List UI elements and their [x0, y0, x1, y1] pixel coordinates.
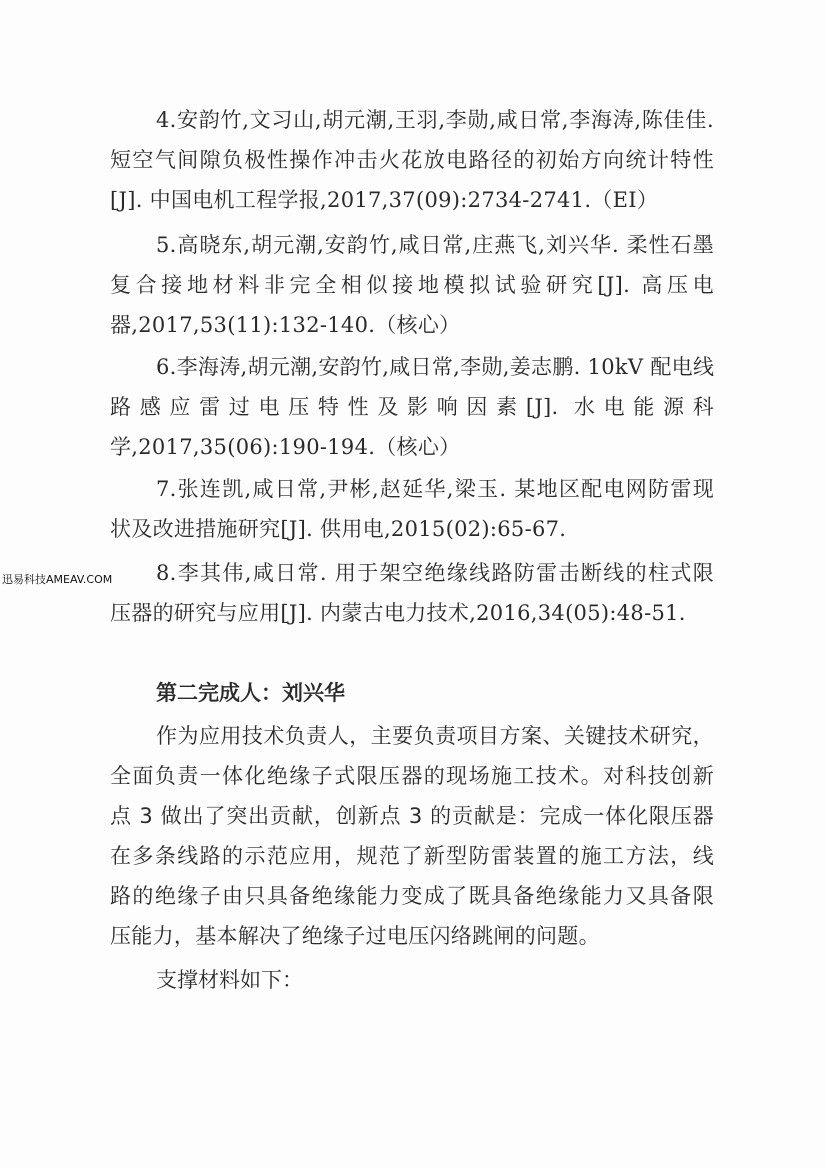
text-line: 6.李海涛,胡元潮,安韵竹,咸日常,李勋,姜志鹏. 10kV 配电线 [156, 355, 715, 379]
text-line: [J]. 中国电机工程学报,2017,37(09):2734-2741.（EI） [110, 188, 659, 212]
text-line: 路的绝缘子由只具备绝缘能力变成了既具备绝缘能力又具备限 [110, 884, 714, 908]
section-heading: 第二完成人：刘兴华 [156, 681, 345, 705]
text-line: 在多条线路的示范应用，规范了新型防雷装置的施工方法，线 [110, 844, 714, 868]
text-line: 作为应用技术负责人，主要负责项目方案、关键技术研究， [156, 724, 714, 748]
text-line: 全面负责一体化绝缘子式限压器的现场施工技术。对科技创新 [110, 764, 714, 788]
contribution-description [110, 716, 714, 956]
text-line: 短空气间隙负极性操作冲击火花放电路径的初始方向统计特性 [110, 148, 714, 172]
text-line: 复合接地材料非完全相似接地模拟试验研究[J]. 高压电 [110, 273, 714, 297]
reference-7 [110, 469, 714, 549]
text-line: 4.安韵竹,文习山,胡元潮,王羽,李勋,咸日常,李海涛,陈佳佳. [156, 108, 714, 132]
reference-8 [110, 553, 714, 633]
watermark-text: 迅易科技AMEAV.COM [2, 573, 113, 586]
reference-5 [110, 225, 714, 345]
text-line: 压器的研究与应用[J]. 内蒙古电力技术,2016,34(05):48-51. [110, 601, 686, 625]
reference-6 [110, 347, 714, 467]
text-line: 8.李其伟,咸日常. 用于架空绝缘线路防雷击断线的柱式限 [156, 561, 714, 585]
text-line: 路感应雷过电压特性及影响因素[J]. 水电能源科 [110, 395, 714, 419]
text-line: 点 3 做出了突出贡献，创新点 3 的贡献是：完成一体化限压器 [110, 804, 714, 828]
text-line: 压能力，基本解决了绝缘子过电压闪络跳闸的问题。 [110, 924, 600, 948]
text-line: 5.高晓东,胡元潮,安韵竹,咸日常,庄燕飞,刘兴华. 柔性石墨 [156, 233, 714, 257]
text-line: 7.张连凯,咸日常,尹彬,赵延华,梁玉. 某地区配电网防雷现 [156, 477, 714, 501]
support-materials-label: 支撑材料如下： [156, 968, 303, 992]
reference-4 [110, 100, 714, 220]
text-line: 器,2017,53(11):132-140.（核心） [110, 313, 461, 337]
text-line: 状及改进措施研究[J]. 供用电,2015(02):65-67. [110, 517, 567, 541]
text-line: 学,2017,35(06):190-194.（核心） [110, 435, 461, 459]
